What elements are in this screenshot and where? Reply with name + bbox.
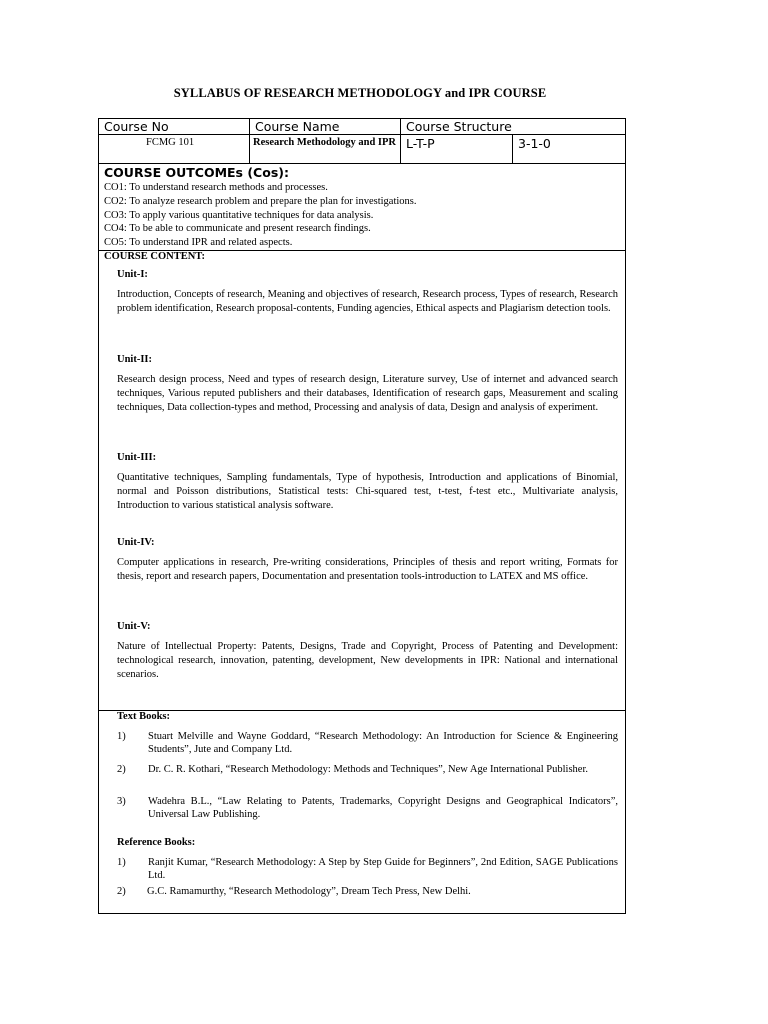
text-book-item <box>117 795 618 821</box>
document-title: SYLLABUS OF RESEARCH METHODOLOGY and IPR COURSE <box>173 86 547 100</box>
book-citation: Wadehra B.L., “Law Relating to Patents, Trademarks, Copyright Designs and Geographical Indicators”, Universal Law Publishing. <box>148 796 618 820</box>
table-divider <box>98 163 626 164</box>
unit-description: Nature of Intellectual Property: Patents, Designs, Trade and Copyright, Process of Patenting and Development: technological research, innovation, patenting, development, New developments in IPR: National and international scenarios. <box>117 641 618 681</box>
list-number: 1) <box>117 731 126 742</box>
header-course-no: Course No <box>104 119 169 134</box>
book-citation: G.C. Ramamurthy, “Research Methodology”, Dream Tech Press, New Delhi. <box>147 886 471 897</box>
reference-book-item <box>117 885 618 898</box>
content-heading: COURSE CONTENT: <box>104 251 206 262</box>
list-number: 2) <box>117 764 126 775</box>
unit-description: Introduction, Concepts of research, Meaning and objectives of research, Research process, Types of research, Research problem identification, Research proposal-contents, Funding agencies, Ethical aspects and Plagiarism detection tools. <box>117 289 618 315</box>
unit-title: Unit-V: <box>117 621 151 632</box>
unit-description: Computer applications in research, Pre-writing considerations, Principles of thesis and report writing, Formats for thesis, report and research papers, Documentation and presentation tools-introduction to LATEX and MS office. <box>117 557 618 583</box>
book-citation: Ranjit Kumar, “Research Methodology: A Step by Step Guide for Beginners”, 2nd Edition, SAGE Publications Ltd. <box>148 857 618 881</box>
unit-description: Quantitative techniques, Sampling fundamentals, Type of hypothesis, Introduction and applications of Binomial, normal and Poisson distributions, Statistical tests: Chi-squared test, t-test, f-test etc., Multivariate analysis, Introduction to various statistical analysis software. <box>117 472 618 512</box>
list-number: 1) <box>117 857 126 868</box>
outcome-item: CO2: To analyze research problem and prepare the plan for investigations. <box>104 195 417 207</box>
course-no-value: FCMG 101 <box>146 137 195 148</box>
table-divider <box>98 134 626 135</box>
outcomes-heading: COURSE OUTCOMEs (Cos): <box>104 165 289 180</box>
structure-label: L-T-P <box>406 136 435 151</box>
structure-value: 3-1-0 <box>518 136 551 151</box>
unit-title: Unit-IV: <box>117 537 155 548</box>
outcome-item: CO1: To understand research methods and processes. <box>104 182 328 193</box>
header-course-name: Course Name <box>255 119 340 134</box>
reference-books-heading: Reference Books: <box>117 837 196 848</box>
text-book-item <box>117 763 618 776</box>
text-books-heading: Text Books: <box>117 711 170 722</box>
list-number: 3) <box>117 796 126 807</box>
book-citation: Dr. C. R. Kothari, “Research Methodology: Methods and Techniques”, New Age International Publisher. <box>148 764 588 775</box>
unit-description: Research design process, Need and types of research design, Literature survey, Use of internet and advanced search techniques, Various reputed publishers and their databases, Identification of research gaps, Measurement and scaling techniques, Data collection-types and method, Processing and analysis of data, Design and analysis of experiment. <box>117 374 618 414</box>
book-citation: Stuart Melville and Wayne Goddard, “Research Methodology: An Introduction for Science & Engineering Students”, Jute and Company Ltd. <box>148 731 618 755</box>
list-number: 2) <box>117 886 126 897</box>
unit-title: Unit-II: <box>117 354 153 365</box>
unit-title: Unit-III: <box>117 452 157 463</box>
table-divider <box>400 118 401 163</box>
reference-book-item <box>117 856 618 882</box>
header-course-structure: Course Structure <box>406 119 512 134</box>
outcome-item: CO3: To apply various quantitative techniques for data analysis. <box>104 209 374 221</box>
outcome-item: CO5: To understand IPR and related aspects. <box>104 237 293 249</box>
table-divider <box>98 710 626 711</box>
table-divider <box>512 134 513 163</box>
table-divider <box>249 118 250 163</box>
unit-title: Unit-I: <box>117 269 148 280</box>
course-name-value: Research Methodology and IPR <box>253 137 397 148</box>
text-book-item <box>117 730 618 756</box>
outcome-item: CO4: To be able to communicate and present research findings. <box>104 223 371 235</box>
outcomes-list <box>104 181 417 250</box>
